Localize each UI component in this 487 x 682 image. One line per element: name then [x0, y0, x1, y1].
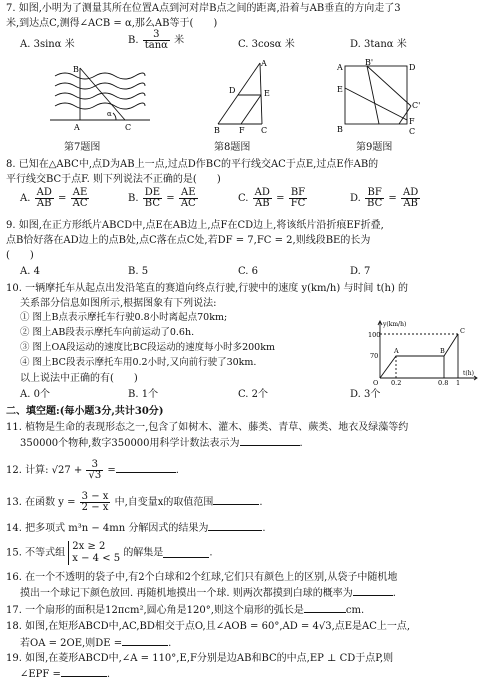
figure-7-river [50, 60, 150, 138]
q8-option-d: D. $\frac{BF}{BC}$ = $\frac{AD}{AB}$ [350, 187, 419, 209]
f7-label-b: B [73, 65, 79, 74]
q10-option-a: A. 0个 [20, 389, 50, 400]
q14: 14. 把多项式 m³n − 4mn 分解因式的结果为 . [6, 523, 266, 534]
f9-label-c1: C' [412, 101, 421, 110]
q7-line1: 7. 如图,小明为了测量其所在位置A点到河对岸B点之间的距离,沿着与AB垂直的方向走了3 [6, 3, 401, 14]
f9-label-a: A [337, 63, 343, 72]
q9-option-a: A. 4 [20, 266, 40, 277]
figure-9-square-fold [333, 58, 423, 138]
q17: 17. 一个扇形的面积是12πcm²,圆心角是120°,则这个扇形的弧长是 cm. [6, 605, 365, 616]
q7-option-c: C. 3cosα 米 [238, 39, 295, 50]
q10-statement-4: ④ 图上BC段表示摩托车用0.2小时,又向前行驶了30km. [20, 357, 257, 368]
caption-fig7: 第7题图 [64, 142, 101, 153]
caption-fig9: 第9题图 [356, 142, 393, 153]
q9-line2: 点B恰好落在AD边上的点B处,点C落在点C处,若DF = 7,FC = 2,则线段BE的长为 [6, 235, 371, 246]
graph-tick-1: 1 [456, 379, 461, 386]
q10-option-b: B. 1个 [128, 389, 159, 400]
q10-option-d: D. 3个 [350, 389, 381, 400]
graph-tick-0.2: 0.2 [391, 379, 402, 386]
f8-label-b: B [214, 126, 220, 135]
figure-8-triangle [212, 58, 274, 136]
q8-option-a: A. $\frac{AD}{AB}$ = $\frac{AE}{AC}$ [20, 187, 88, 209]
q8-option-c: C. $\frac{AD}{AB}$ = $\frac{BF}{FC}$ [238, 187, 306, 209]
caption-fig8: 第8题图 [214, 142, 251, 153]
q10-statement-2: ② 图上AB段表示摩托车向前运动了0.6h. [20, 327, 195, 338]
section-title-fill-in: 二、填空题:(每小题3分,共计30分) [6, 406, 164, 417]
q9-option-d: D. 7 [350, 266, 371, 277]
q7-option-b: B. $\frac{3}{\tan\alpha}$ 米 [128, 29, 185, 51]
f8-label-d: D [229, 86, 236, 95]
q10-line7: 以上说法中正确的有( ) [20, 373, 138, 384]
q7-line2: 米,到达点C,测得∠ACB = α,那么AB等于( ) [6, 18, 218, 29]
q19-line1: 19. 如图,在菱形ABCD中,∠A = 110°,E,F分别是边AB和BC的中点,EP ⊥ CD于点P,则 [6, 653, 394, 664]
f8-label-f: F [239, 126, 245, 135]
q7-option-a: A. 3sinα 米 [20, 39, 75, 50]
graph-xlabel: t(h) [463, 370, 474, 377]
q9-option-c: C. 6 [238, 266, 259, 277]
q9-line3: ( ) [6, 250, 34, 261]
q8-line1: 8. 已知在△ABC中,点D为AB上一点,过点D作BC的平行线交AC于点E,过点E作AB的 [6, 159, 379, 170]
q10-statement-1: ① 图上B点表示摩托车行驶0.8小时离起点70km; [20, 312, 228, 323]
q16-line1: 16. 在一个不透明的袋子中,有2个白球和2个红球,它们只有颜色上的区别,从袋子中随机地 [6, 572, 398, 583]
q18-line2: 若OA = 2OE,则DE = . [20, 638, 172, 649]
graph-ylabel: y(km/h) [383, 321, 407, 328]
q11-line2: 350000个物种,数字350000用科学计数法表示为 . [20, 438, 303, 449]
f7-label-alpha: α [107, 110, 112, 118]
f9-label-d: D [409, 63, 416, 72]
graph-point-a: A [394, 347, 399, 355]
f8-label-e: E [264, 89, 270, 98]
q9-option-b: B. 5 [128, 266, 149, 277]
q10-option-c: C. 2个 [238, 389, 269, 400]
q12: 12. 计算: √27 + $\frac{3}{√3}$ = . [6, 459, 179, 481]
f8-label-a: A [261, 59, 267, 68]
speed-time-graph [368, 318, 480, 386]
f9-label-b1: B' [365, 58, 374, 67]
q10-line1: 10. 一辆摩托车从起点出发沿笔直的赛道向终点行驶,行驶中的速度 y(km/h) 与时间 t(h) 的 [6, 283, 409, 294]
f9-label-f: F [409, 117, 415, 126]
q8-line2: 平行线交BC于点F. 则下列说法不正确的是( ) [6, 174, 221, 185]
f9-label-e: E [337, 85, 343, 94]
graph-point-c: C [460, 327, 465, 335]
f9-label-c: C [409, 127, 416, 136]
graph-origin: O [373, 379, 379, 386]
f9-label-b: B [337, 125, 343, 134]
f8-label-c: C [261, 126, 268, 135]
graph-tick-70: 70 [370, 352, 379, 360]
q11-line1: 11. 植物是生命的表现形态之一,包含了如树木、灌木、藤类、青草、蕨类、地衣及绿藻等约 [6, 422, 409, 433]
q19-line2: ∠EPF = . [20, 669, 111, 680]
graph-tick-100: 100 [368, 331, 381, 339]
q10-line2: 关系部分信息如图所示,根据图象有下列说法: [20, 298, 217, 309]
q8-option-b: B. $\frac{DE}{BC}$ = $\frac{AE}{AC}$ [128, 187, 196, 209]
q7-option-d: D. 3tanα 米 [350, 39, 407, 50]
q10-statement-3: ③ 图上OA段运动的速度比BC段运动的速度每小时多200km [20, 342, 275, 353]
graph-point-b: B [440, 347, 445, 355]
q16-line2: 摸出一个球记下颜色放回. 再随机地摸出一个球. 则两次都摸到白球的概率为 . [20, 588, 396, 599]
f7-label-a: A [74, 123, 80, 132]
q13: 13. 在函数 y = $\frac{3 - x}{2 - x}$ 中,自变量x的取值范围 . [6, 491, 263, 513]
q9-line1: 9. 如图,在正方形纸片ABCD中,点E在AB边上,点F在CD边上,将该纸片沿折痕EF折叠, [6, 220, 384, 231]
q15: 15. 不等式组 2x ≥ 2 x − 4 < 5 的解集是 . [6, 541, 213, 564]
q18-line1: 18. 如图,在矩形ABCD中,AC,BD相交于点O,且∠AOB = 60°,AD = 4√3,点E是AC上一点, [6, 621, 411, 632]
f7-label-c: C [125, 123, 132, 132]
graph-tick-0.8: 0.8 [438, 379, 449, 386]
